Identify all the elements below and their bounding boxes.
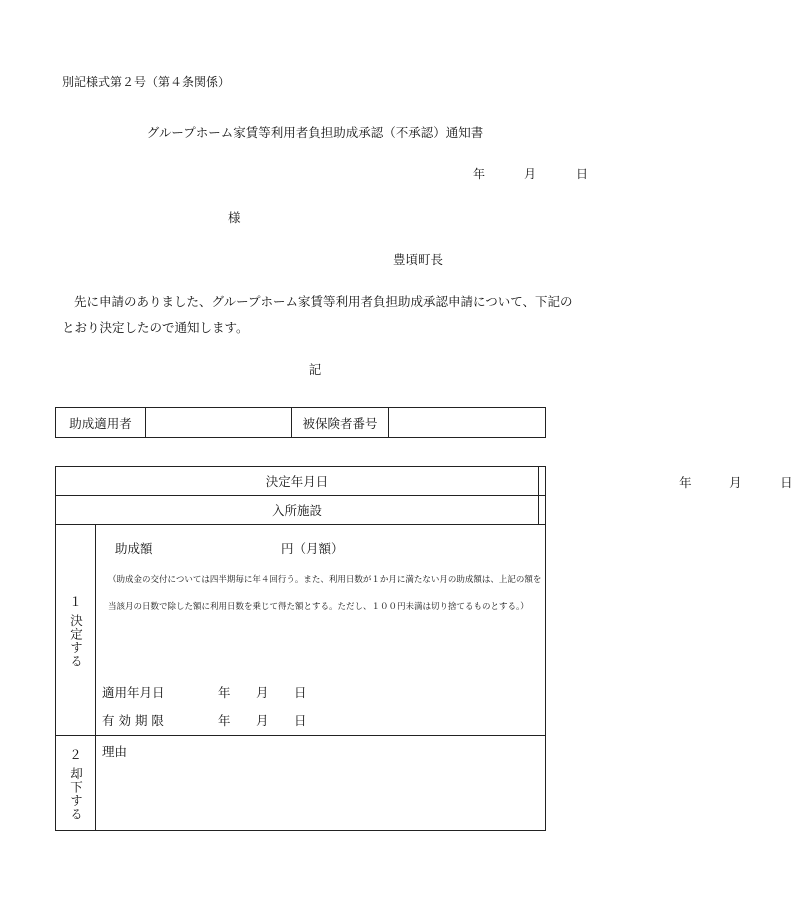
decide-section-label <box>56 525 96 736</box>
ki-heading: 記 <box>308 362 322 377</box>
validity-day: 日 <box>294 713 307 728</box>
apply-date-year: 年 <box>218 685 231 700</box>
addressee-suffix: 様 <box>228 210 241 225</box>
form-label: 別記様式第２号（第４条関係） <box>62 75 231 89</box>
notice-date-month: 月 <box>524 167 537 181</box>
decision-date-month: 月 <box>729 475 742 490</box>
amount-unit: 円（月額） <box>281 541 344 556</box>
applicant-table <box>55 407 546 438</box>
validity-month: 月 <box>256 713 269 728</box>
facility-label: 入所施設 <box>56 496 539 525</box>
reject-label: 却下する <box>68 767 84 821</box>
validity-label: 有 効 期 限 <box>102 713 164 728</box>
facility-value <box>539 496 546 525</box>
grant-note: （助成金の交付については四半期毎に年４回行う。また、利用日数が１か月に満たない月の助成額は、上記の額を当該月の日数で除した額に利用日数を乗じて得た額とする。ただし、１００円未満は切り捨てるものとする。） <box>108 575 542 612</box>
decision-table <box>55 466 793 831</box>
apply-date-label: 適用年月日 <box>102 685 165 700</box>
decision-date-day: 日 <box>780 475 793 490</box>
decide-content <box>96 525 546 736</box>
validity-year: 年 <box>218 713 231 728</box>
body-text-line-2: とおり決定したので通知します。 <box>62 320 249 335</box>
reason-label: 理由 <box>102 744 128 759</box>
reject-section-label <box>56 736 96 831</box>
apply-date-day: 日 <box>294 685 307 700</box>
insured-number-label: 被保険者番号 <box>292 408 389 438</box>
notice-date-year: 年 <box>473 167 486 181</box>
applicant-value <box>146 408 292 438</box>
issuer-name: 豊頃町長 <box>393 252 444 267</box>
decide-label: 決定する <box>68 614 84 668</box>
document-title: グループホーム家賃等利用者負担助成承認（不承認）通知書 <box>146 125 484 140</box>
decision-date-year: 年 <box>679 475 692 490</box>
reject-number: ２ <box>69 747 82 762</box>
insured-number-value <box>389 408 546 438</box>
notice-date-day: 日 <box>576 167 589 181</box>
decide-number: １ <box>69 594 82 609</box>
apply-date-month: 月 <box>256 685 269 700</box>
decision-date-cell <box>539 467 793 496</box>
amount-label: 助成額 <box>115 541 153 556</box>
decision-date-label: 決定年月日 <box>56 467 539 496</box>
body-text-line-1: 先に申請のありました、グループホーム家賃等利用者負担助成承認申請について、下記の <box>74 294 573 309</box>
reject-content <box>96 736 546 831</box>
applicant-label: 助成適用者 <box>56 408 146 438</box>
